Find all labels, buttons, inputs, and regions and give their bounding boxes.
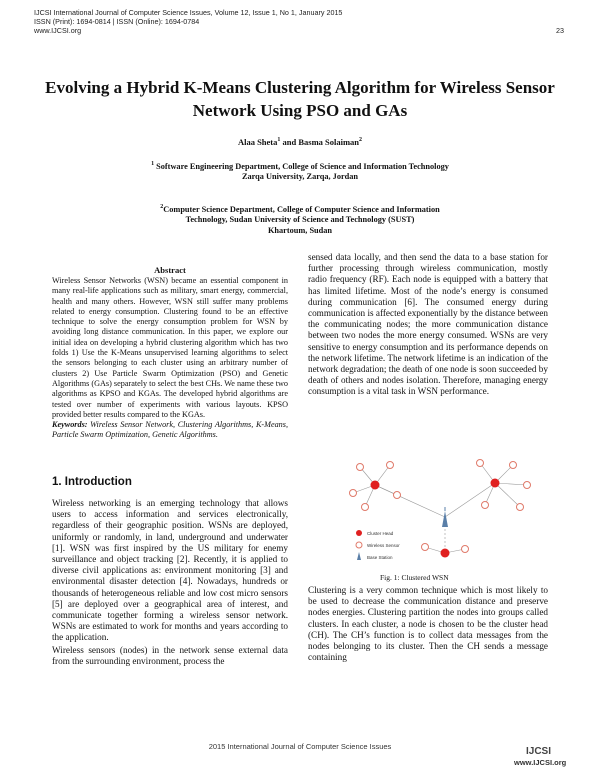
section-heading-introduction: 1. Introduction <box>52 476 132 488</box>
issn-line: ISSN (Print): 1694-0814 | ISSN (Online): 1694-0784 <box>34 17 200 26</box>
aff2-line3: Khartoum, Sudan <box>267 225 333 235</box>
paper-title: Evolving a Hybrid K-Means Clustering Algorithm for Wireless Sensor Network Using PSO and GAs <box>45 78 555 120</box>
right-paragraph-1: sensed data locally, and then send the data to a base station for further processing through wireless communication, mostly radio frequency (RF). Each node is equipped with a battery that has limited lifetime. Most of the node’s energy is consumed during communication [6]. The consumed energy during communication is affected exponentially by the distance between the communicating nodes; the more communication distance between two nodes the more energy consumed. WSNs are very sensitive to energy consumption and its performance depends on the network lifetime. The network lifetime is an indication of the network degradation; the death of one node is soon succeeded by death of others and nodes isolation. Therefore, managing energy consumption is a vital task in WSN performance. <box>308 252 548 397</box>
affiliation-1 <box>90 159 510 183</box>
logo-text: IJCSI <box>526 746 552 757</box>
abstract-heading: Abstract <box>154 265 186 275</box>
journal-url: www.IJCSI.org <box>34 26 82 35</box>
author-2-sup: 2 <box>359 137 363 144</box>
page-number: 23 <box>556 26 564 35</box>
legend-base-station: Base Station <box>367 555 393 560</box>
aff1-sup: 1 <box>151 161 155 167</box>
figure-caption: Fig. 1: Clustered WSN <box>380 573 449 582</box>
figure-legend <box>356 530 400 560</box>
keywords <box>52 420 288 441</box>
legend-wireless-sensor: Wireless Sensor <box>367 543 400 548</box>
author-1: Alaa Sheta <box>237 137 278 147</box>
page-header <box>34 8 564 35</box>
intro-paragraph-1: Wireless networking is an emerging technology that allows users to access information and services electronically, regardless of their geographic position. WSNs are deployed, uniformly or randomly, in land, underground and underwater [1]. WSN was first inspired by the US military for enemy surveillance and object tracking [2]. Recently, it is applied to diverse civil applications as: environment monitoring [3] and environmental disaster detection [4]. Nowadays, hundreds or thousands of heterogeneous reliable and low cost micro sensors [5] are deployed over a geographical area of interest, and communicate together forming a wireless sensor network. WSNs are estimated to work for months and years according to the application. <box>52 498 288 643</box>
aff2-sup: 2 <box>160 204 164 210</box>
base-station-icon <box>442 507 448 527</box>
sensor-nodes <box>350 460 531 553</box>
affiliation-2 <box>90 202 510 236</box>
page-footer: 2015 International Journal of Computer Science Issues <box>208 742 392 751</box>
aff2-line1: Computer Science Department, College of Computer Science and Information <box>163 204 440 214</box>
author-conj: and <box>282 137 297 147</box>
aff1-line1: Software Engineering Department, College of Science and Information Technology <box>156 161 449 171</box>
author-2: Basma Solaiman <box>298 137 360 147</box>
figure-links <box>353 463 527 553</box>
intro-paragraph-2: Wireless sensors (nodes) in the network sense external data from the surrounding environment, process the <box>52 645 288 667</box>
logo-url: www.IJCSI.org <box>514 758 567 767</box>
aff2-line2: Technology, Sudan University of Science and Technology (SUST) <box>185 215 415 225</box>
legend-cluster-head-marker <box>356 530 362 536</box>
clustered-wsn-figure <box>335 455 545 570</box>
cluster-head-2 <box>491 479 500 488</box>
journal-line: IJCSI International Journal of Computer Science Issues, Volume 12, Issue 1, No 1, January 2015 <box>34 8 343 17</box>
legend-cluster-head: Cluster Head <box>367 531 394 536</box>
keywords-label: Keywords: <box>52 420 88 430</box>
legend-sensor-marker <box>356 542 362 548</box>
cluster-head-1 <box>371 481 380 490</box>
abstract-body <box>52 276 288 441</box>
right-paragraph-2: Clustering is a very common technique which is most likely to be used to decrease the communication distance and preserve nodes energies. Clustering partition the nodes into groups called clusters. In each cluster, a node is chosen to be the cluster head (CH). The CH’s function is to collect data messages from the nodes belonging to its cluster. Then the CH sends a message containing <box>308 585 548 663</box>
author-line <box>0 137 600 147</box>
author-1-sup: 1 <box>277 137 281 144</box>
legend-base-station-marker <box>357 552 361 560</box>
abstract-text: Wireless Sensor Networks (WSN) became an essential component in many real-life applications such as military, smart energy, commercial, health and many others. However, WSN still suffer many problems related to energy consumption. Clustering found to be an effective technique to solve the energy consumption problem for WSN by avoiding long distance communication. In this paper, we explore our initial idea on developing a hybrid clustering algorithm which has two folds 1) Use the K-Means unsupervised learning algorithms to select the sensors belonging to each cluster using an arbitrary number of clusters 2) Use Particle Swarm Optimization (PSO) and Genetic Algorithms (GAs) separately to select the best CHs. We name these two algorithms as KPSO and KGAs. The developed hybrid algorithms are tested over number of experiments with various layouts. KPSO provided better results compared to the KGAs. <box>52 276 288 419</box>
aff1-line2: Zarqa University, Zarqa, Jordan <box>241 172 359 182</box>
keywords-text: Wireless Sensor Network, Clustering Algorithms, K-Means, Particle Swarm Optimization, Genetic Algorithms. <box>52 420 289 440</box>
ijcsi-logo <box>514 738 570 768</box>
cluster-head-3 <box>441 549 450 558</box>
